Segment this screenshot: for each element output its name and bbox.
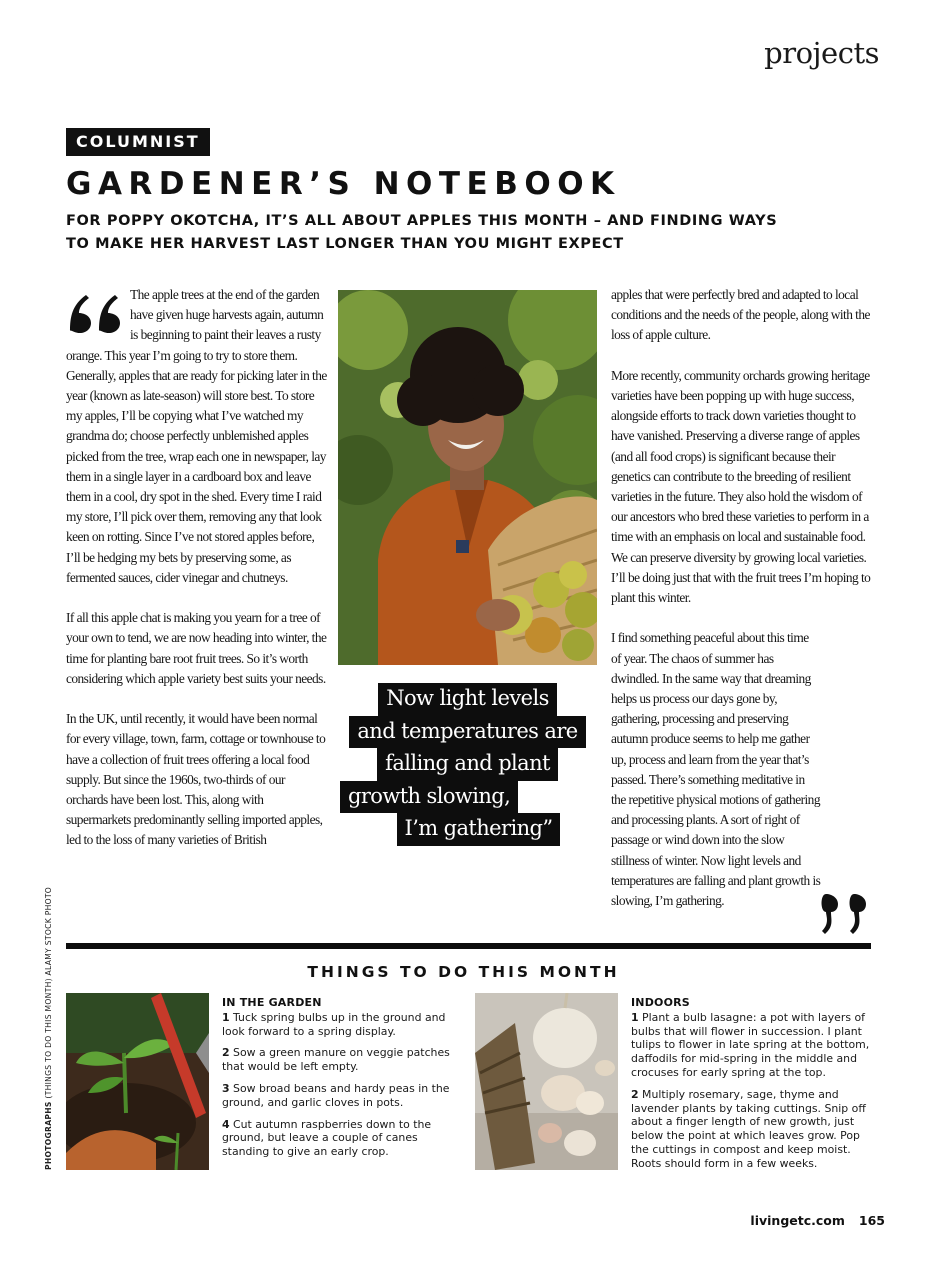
body-paragraph: If all this apple chat is making you yearn for a tree of your own to tend, we are now heading into winter, the time for planting bare root fruit trees. So it’s worth considering which apple variety best suits your needs. <box>66 610 327 686</box>
pull-quote-line: growth slowing, <box>340 781 518 814</box>
body-paragraph: I find something peaceful about this time of year. The chaos of summer has dwindled. In the same way that dreaming helps us process our days gone by, gathering, processing and preserving autumn produce seems to help me gather up, process and learn from the year that’s passed. There’s something meditative in the repetitive physical motions of gathering and processing plants. A sort of right of passage or wind down into the slow stillness of winter. Now light levels and temperatures are falling and plant growth is slowing, I’m gathering. <box>611 630 821 909</box>
close-quote-icon <box>814 890 872 938</box>
page-number: 165 <box>858 1213 885 1228</box>
item-text: Sow a green manure on veggie patches that would be left empty. <box>222 1046 450 1074</box>
list-item <box>222 1118 462 1159</box>
item-text: Sow broad beans and hardy peas in the ground, and garlic cloves in pots. <box>222 1081 450 1109</box>
item-text: Plant a bulb lasagne: a pot with layers of bulbs that will flower in succession. I plant tulips to flower in late spring at the bottom, daffodils for mid-spring in the middle and crocuses for early spring at the top. <box>631 1010 870 1079</box>
standfirst: FOR POPPY OKOTCHA, IT’S ALL ABOUT APPLES THIS MONTH – AND FINDING WAYS TO MAKE HER HARVEST LAST LONGER THAN YOU MIGHT EXPECT <box>66 213 778 252</box>
pull-quote-line: I’m gathering” <box>397 813 561 846</box>
photo-credit <box>44 887 53 1170</box>
body-paragraph: The apple trees at the end of the garden have given huge harvests again, autumn is beginning to paint their leaves a rusty orange. This year I’m going to try to store them. Generally, apples that are ready for picking later in the year (known as late-season) will store best. To store my apples, I’ll be copying what I’ve watched my grandma do; choose perfectly unblemished apples picked from the tree, wrap each one in newspaper, lay them in a single layer in a cardboard box and leave them in a cool, dry spot in the shed. Every time I raid my store, I’ll pick over them, removing any that look keen on rotting. Since I’ve not stored apples before, I’ll be hedging my bets by preserving some, as fermented sauces, cider vinegar and chutneys. <box>66 287 327 585</box>
footer-site: livingetc.com <box>750 1213 845 1228</box>
credit-label: PHOTOGRAPHS <box>44 1101 53 1170</box>
pull-quote-line: Now light levels <box>378 683 557 716</box>
item-text: Tuck spring bulbs up in the ground and look forward to a spring display. <box>222 1010 446 1038</box>
body-paragraph: More recently, community orchards growing heritage varieties have been popping up with huge success, alongside efforts to track down varieties thought to have vanished. Preserving a diverse range of apples (and all food crops) is significant because their genetics can contribute to the breeding of resilient varieties in the future. They also hold the wisdom of our ancestors who bred these varieties to perform in a time with an emphasis on local and sustainable food. We can preserve diversity by growing local varieties. I’ll be doing just that with the fruit trees I’m hoping to plant this winter. <box>611 367 871 606</box>
todo-section-title: THINGS TO DO THIS MONTH <box>307 963 620 981</box>
body-paragraph: In the UK, until recently, it would have been normal for every village, town, farm, cottage or townhouse to have a collection of fruit trees offering a local food supply. But since the 1960s, two-thirds of our orchards have been lost. This, along with supermarkets predominantly selling imported apples, led to the loss of many varieties of British <box>66 711 326 848</box>
todo-garden-list <box>222 996 462 1167</box>
list-item <box>222 1011 462 1039</box>
todo-indoors-list <box>631 996 876 1179</box>
garlic-photo <box>475 993 618 1170</box>
body-paragraph: apples that were perfectly bred and adapted to local conditions and the needs of the people, along with the loss of apple culture. <box>611 287 870 343</box>
pull-quote-line: and temperatures are <box>349 716 585 749</box>
item-number: 4 <box>222 1117 230 1131</box>
todo-garden-heading: IN THE GARDEN <box>222 996 322 1009</box>
pull-quote <box>338 683 597 846</box>
pull-quote-line: falling and plant <box>377 748 558 781</box>
section-name: projects <box>764 36 879 70</box>
open-quote-icon <box>66 287 128 333</box>
item-number: 2 <box>222 1046 230 1060</box>
portrait-photo <box>338 290 597 665</box>
item-number: 2 <box>631 1087 639 1101</box>
list-item <box>631 1011 876 1080</box>
list-item <box>222 1082 462 1110</box>
item-text: Cut autumn raspberries down to the ground, but leave a couple of canes standing to give an early crop. <box>222 1117 432 1159</box>
item-number: 1 <box>222 1010 230 1024</box>
item-number: 3 <box>222 1081 230 1095</box>
credit-text: (THINGS TO DO THIS MONTH) ALAMY STOCK PHOTO <box>44 886 53 1102</box>
headline: GARDENER’S NOTEBOOK <box>66 166 621 202</box>
body-column-right <box>611 285 873 935</box>
item-number: 1 <box>631 1010 639 1024</box>
list-item <box>222 1046 462 1074</box>
body-column-left <box>66 285 328 935</box>
kicker-label: COLUMNIST <box>66 128 210 156</box>
list-item <box>631 1088 876 1171</box>
item-text: Multiply rosemary, sage, thyme and lavender plants by taking cuttings. Snip off about a finger length of new growth, just below the point at which leaves grow. Pop the cuttings in compost and keep moist. Roots should form in a few weeks. <box>631 1087 866 1170</box>
section-divider <box>66 943 871 949</box>
seedling-photo <box>66 993 209 1170</box>
page-footer <box>750 1213 885 1228</box>
todo-indoors-heading: INDOORS <box>631 996 690 1009</box>
